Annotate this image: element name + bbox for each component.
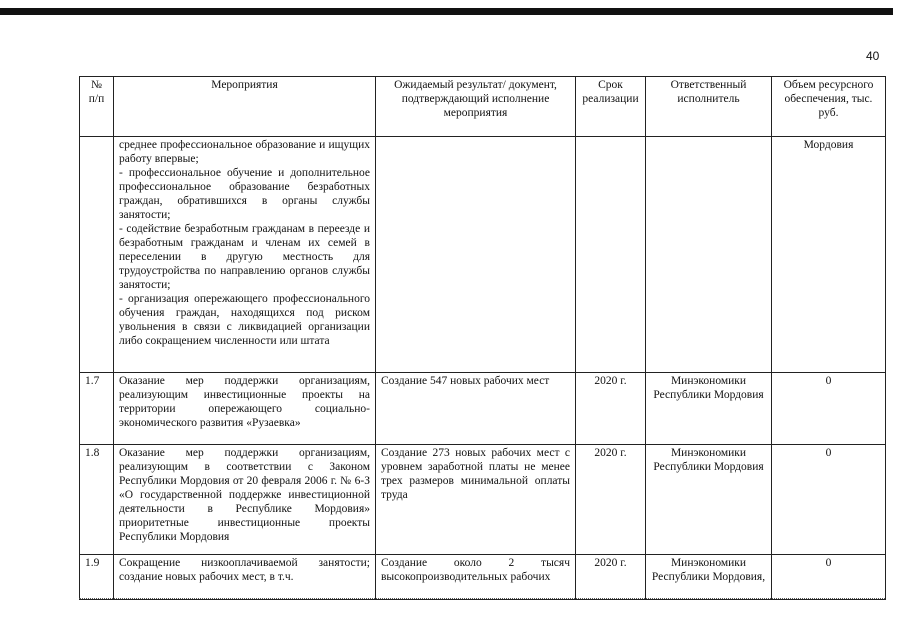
table-row (80, 373, 886, 445)
cell-volume: Мордовия (772, 137, 886, 373)
table-row (80, 555, 886, 600)
activity-line: - профессиональное обучение и дополнительное профессиональное образование безработных граждан, обратившихся в органы службы занятости; (119, 167, 370, 221)
activity-line: - организация опережающего профессионального обучения граждан, находящихся под риском увольнения в связи с ликвидацией организации либо сокращением численности или штата (119, 293, 370, 347)
table-row-continuation (80, 137, 886, 373)
cell-responsible: Минэкономики Республики Мордовия (646, 445, 772, 555)
table-header-row (80, 77, 886, 137)
activity-line: среднее профессиональное образование и ищущих работу впервые; (119, 139, 370, 165)
cell-responsible-empty (646, 137, 772, 373)
cell-volume: 0 (772, 445, 886, 555)
cell-volume: 0 (772, 373, 886, 445)
cell-num-empty (80, 137, 114, 373)
cell-num: 1.7 (80, 373, 114, 445)
cell-activity-continuation (114, 137, 376, 373)
cell-activity: Оказание мер поддержки организациям, реализующим инвестиционные проекты на территории опережающего социально-экономического развития «Рузаевка» (114, 373, 376, 445)
header-term: Срок реализации (576, 77, 646, 137)
cell-term-empty (576, 137, 646, 373)
cell-result-empty (376, 137, 576, 373)
cell-responsible: Минэкономики Республики Мордовия, (646, 555, 772, 600)
header-volume: Объем ресурсного обеспечения, тыс. руб. (772, 77, 886, 137)
cell-activity: Сокращение низкооплачиваемой занятости; создание новых рабочих мест, в т.ч. (114, 555, 376, 600)
top-border-bar (0, 8, 893, 15)
header-responsible: Ответственный исполнитель (646, 77, 772, 137)
cell-num: 1.9 (80, 555, 114, 600)
cell-result: Создание 547 новых рабочих мест (376, 373, 576, 445)
header-activities: Мероприятия (114, 77, 376, 137)
table-row (80, 445, 886, 555)
activity-line: - содействие безработным гражданам в переезде и безработным гражданам и членам их семей в переселении в другую местность для трудоустройства по направлению органов службы занятости; (119, 223, 370, 291)
header-result: Ожидаемый результат/ документ, подтверждающий исполнение мероприятия (376, 77, 576, 137)
header-num: № п/п (80, 77, 114, 137)
cell-responsible: Минэкономики Республики Мордовия (646, 373, 772, 445)
cell-result: Создание 273 новых рабочих мест с уровнем заработной платы не менее трех размеров минимальной оплаты труда (376, 445, 576, 555)
bottom-dotted-line (79, 598, 885, 599)
cell-term: 2020 г. (576, 445, 646, 555)
cell-volume: 0 (772, 555, 886, 600)
cell-num: 1.8 (80, 445, 114, 555)
cell-result: Создание около 2 тысяч высокопроизводительных рабочих (376, 555, 576, 600)
page-number: 40 (866, 49, 880, 63)
cell-term: 2020 г. (576, 373, 646, 445)
measures-table (79, 76, 886, 600)
cell-activity: Оказание мер поддержки организациям, реализующим в соответствии с Законом Республики Мордовия от 20 февраля 2006 г. № 6-З «О государственной поддержке инвестиционной деятельности в Республике Мордовия» приоритетные инвестиционные проекты Республики Мордовия (114, 445, 376, 555)
cell-term: 2020 г. (576, 555, 646, 600)
